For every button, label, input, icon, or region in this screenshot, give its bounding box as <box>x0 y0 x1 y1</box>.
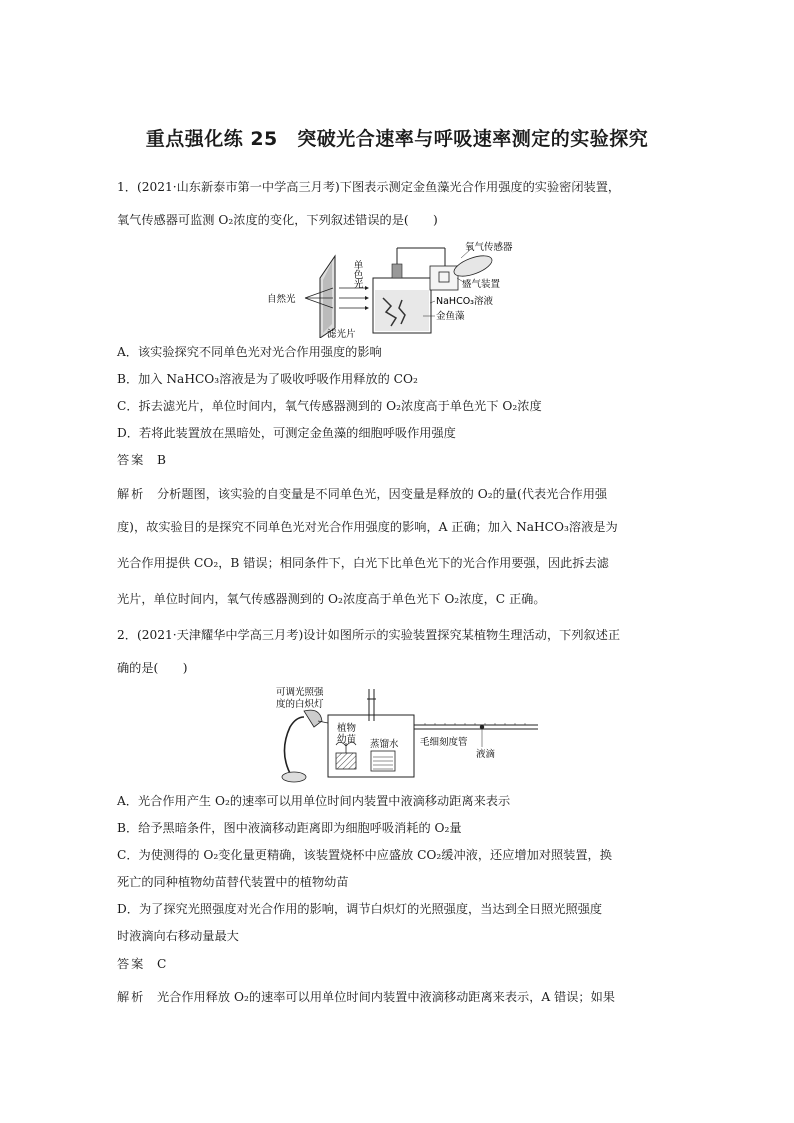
q2-option-d-line1: D．为了探究光照强度对光合作用的影响，调节白炽灯的光照强度，当达到全日照光照强度 <box>117 902 603 916</box>
q2-option-c-line2: 死亡的同种植物幼苗替代装置中的植物幼苗 <box>117 875 349 889</box>
q1-analysis-line3: 光合作用提供 CO₂，B 错误；相同条件下，白光下比单色光下的光合作用要强，因此拆去滤 <box>117 556 609 570</box>
q2-figure <box>270 683 540 785</box>
q2-option-b: B．给予黑暗条件，图中液滴移动距离即为细胞呼吸消耗的 O₂量 <box>117 821 462 835</box>
q1-analysis-line1 <box>117 486 687 502</box>
answer-value: C <box>157 957 167 971</box>
analysis-text: 光合作用释放 O₂的速率可以用单位时间内装置中液滴移动距离来表示，A 错误；如果 <box>157 990 615 1004</box>
q1-stem-line2: 氧气传感器可监测 O₂浓度的变化，下列叙述错误的是( ) <box>117 213 438 227</box>
q2-option-a: A．光合作用产生 O₂的速率可以用单位时间内装置中液滴移动距离来表示 <box>117 794 511 808</box>
q2-option-c-line1: C．为使测得的 O₂变化量更精确，该装置烧杯中应盛放 CO₂缓冲液，还应增加对照装置，换 <box>117 848 612 862</box>
q1-figure <box>265 238 535 338</box>
q1-analysis-line4: 光片，单位时间内，氧气传感器测到的 O₂浓度高于单色光下 O₂浓度，C 正确。 <box>117 592 546 606</box>
filter-label: 滤光片 <box>327 329 356 338</box>
answer-value: B <box>157 453 166 467</box>
q2-stem-line2: 确的是( ) <box>117 661 188 675</box>
q2-answer <box>117 956 687 972</box>
page-title: 重点强化练 25 突破光合速率与呼吸速率测定的实验探究 <box>145 128 649 150</box>
plant-label-line2: 幼苗 <box>337 734 357 745</box>
answer-label: 答案 <box>117 957 146 971</box>
water-label: 蒸馏水 <box>370 739 399 750</box>
q1-option-b: B．加入 NaHCO₃溶液是为了吸收呼吸作用释放的 CO₂ <box>117 372 418 386</box>
q2-stem-line1: 2．(2021·天津耀华中学高三月考)设计如图所示的实验装置探究某植物生理活动，下列叙述正 <box>117 628 621 642</box>
droplet-label: 液滴 <box>476 749 496 760</box>
plant-label: 金鱼藻 <box>436 311 465 322</box>
q2-analysis-line1 <box>117 989 687 1005</box>
q1-answer <box>117 452 687 468</box>
lamp-label-line1: 可调光照强 <box>276 687 324 698</box>
q1-analysis-line2: 度)，故实验目的是探究不同单色光对光合作用强度的影响，A 正确；加入 NaHCO₃溶液是为 <box>117 520 618 534</box>
gas-container-label: 盛气装置 <box>462 279 501 290</box>
analysis-text: 分析题图，该实验的自变量是不同单色光，因变量是释放的 O₂的量(代表光合作用强 <box>157 487 608 501</box>
analysis-label: 解析 <box>117 990 146 1004</box>
analysis-label: 解析 <box>117 487 146 501</box>
nahco3-label: NaHCO₃溶液 <box>436 296 493 307</box>
q1-option-a: A．该实验探究不同单色光对光合作用强度的影响 <box>117 345 382 359</box>
q2-option-d-line2: 时液滴向右移动量最大 <box>117 929 239 943</box>
lamp-label-line2: 度的白炽灯 <box>276 699 324 710</box>
q1-stem-line1: 1．(2021·山东新泰市第一中学高三月考)下图表示测定金鱼藻光合作用强度的实验密闭装置， <box>117 180 621 194</box>
q1-option-d: D．若将此装置放在黑暗处，可测定金鱼藻的细胞呼吸作用强度 <box>117 426 456 440</box>
plant-label-line1: 植物 <box>337 723 357 734</box>
o2-sensor-label: 氧气传感器 <box>465 242 513 253</box>
natural-light-label: 自然光 <box>267 294 296 305</box>
mono-light-label: 单色光 <box>351 260 363 289</box>
q1-option-c: C．拆去滤光片，单位时间内，氧气传感器测到的 O₂浓度高于单色光下 O₂浓度 <box>117 399 542 413</box>
answer-label: 答案 <box>117 453 146 467</box>
capillary-label: 毛细刻度管 <box>420 737 468 748</box>
